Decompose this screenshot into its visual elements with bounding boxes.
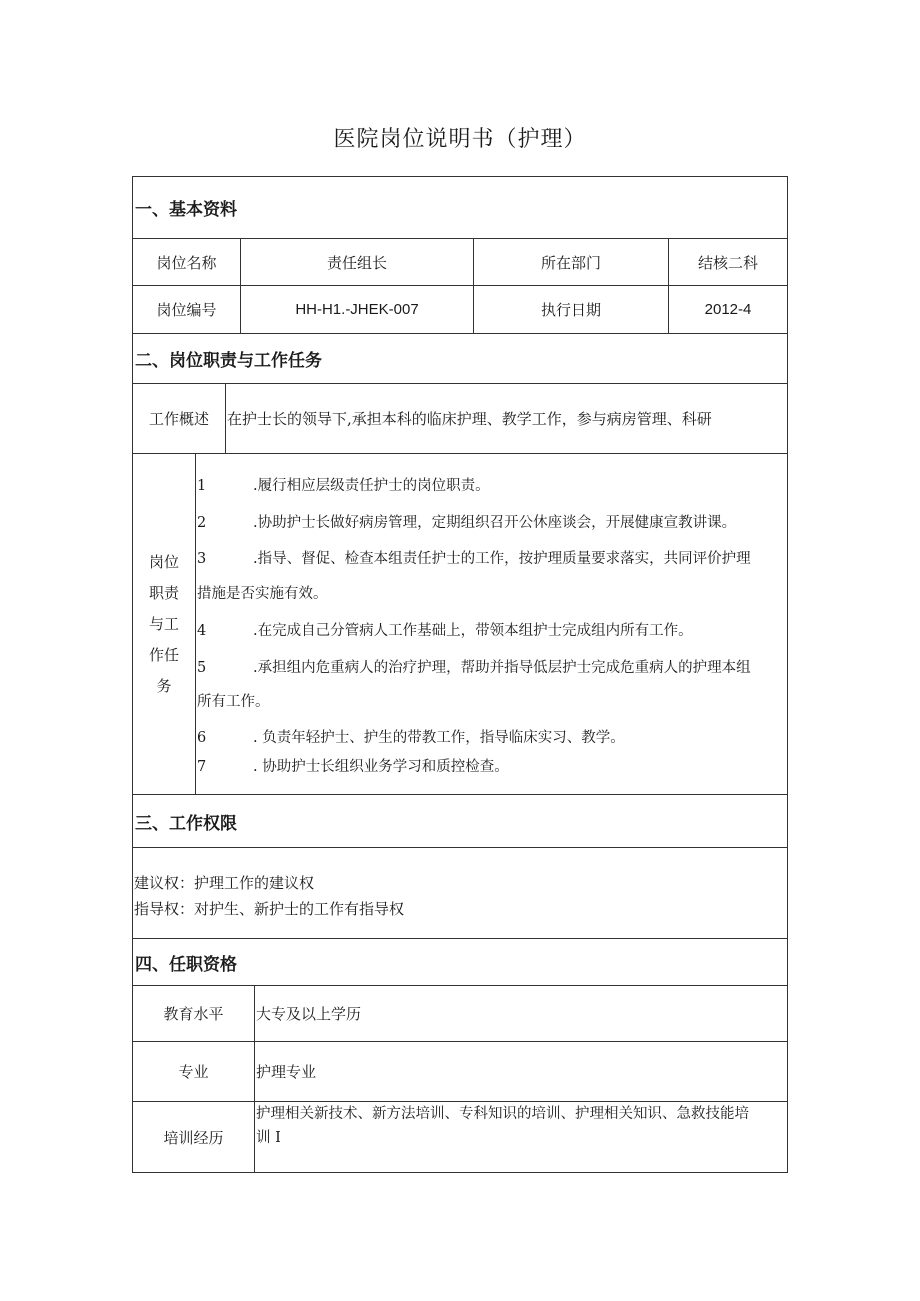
duties-label-line: 与工: [148, 614, 179, 633]
position-name-value: 责任组长: [240, 239, 473, 285]
duty-text: . 负责年轻护士、护生的带教工作，指导临床实习、教学。: [253, 730, 625, 746]
duty-item: [197, 650, 781, 686]
duty-item: [197, 505, 781, 541]
duties-list: [195, 454, 787, 794]
section-authority-heading: 三、工作权限: [133, 794, 787, 847]
effective-date-value: 2012-4: [668, 286, 787, 333]
authority-line: 指导权：对护生、新护士的工作有指导权: [134, 900, 405, 918]
duty-number: 2: [197, 515, 207, 531]
duty-item: [197, 749, 781, 785]
position-code-label: 岗位编号: [156, 301, 217, 319]
section-qualifications-heading: 四、任职资格: [133, 938, 787, 985]
duties-label-line: 岗位: [148, 552, 179, 571]
duty-number: 6: [197, 730, 207, 746]
duty-text: .履行相应层级责任护士的岗位职责。: [253, 478, 490, 494]
duty-text: .协助护士长做好病房管理，定期组织召开公休座谈会，开展健康宣教讲课。: [253, 515, 737, 531]
duties-label-line: 职责: [148, 583, 179, 602]
duty-item: [197, 541, 781, 577]
duty-number: 7: [197, 759, 207, 775]
education-label: 教育水平: [163, 1005, 224, 1023]
major-value: 护理专业: [254, 1042, 787, 1101]
training-value: [254, 1102, 787, 1172]
authority-row: [133, 847, 787, 938]
basic-info-row-1: [133, 238, 787, 285]
training-text-continuation: 训 I: [256, 1130, 281, 1146]
page-title: 医院岗位说明书（护理）: [333, 127, 587, 152]
education-value: 大专及以上学历: [254, 986, 787, 1041]
section-duties-heading: 二、岗位职责与工作任务: [133, 333, 787, 383]
work-overview-row: [133, 383, 787, 453]
effective-date-label: 执行日期: [473, 286, 668, 333]
work-overview-text: 在护士长的领导下,承担本科的临床护理、教学工作，参与病房管理、科研: [225, 384, 787, 453]
duty-number: 3: [197, 551, 207, 567]
job-description-table: [132, 176, 788, 1173]
duty-text: . 协助护士长组织业务学习和质控检查。: [253, 759, 509, 775]
duty-number: 1: [197, 478, 207, 494]
position-code-value: HH-H1.-JHEK-007: [240, 286, 473, 333]
duties-label-line: 作任: [148, 645, 179, 664]
duty-number: 4: [197, 623, 207, 639]
basic-info-row-2: [133, 285, 787, 333]
duty-item-continuation: 所有工作。: [197, 694, 270, 710]
department-value: 结核二科: [668, 239, 787, 285]
work-overview-label: 工作概述: [148, 410, 209, 428]
duties-row: [133, 453, 787, 794]
qualification-row: [133, 985, 787, 1041]
duty-item: [197, 468, 781, 504]
duty-item: [197, 613, 781, 649]
duties-label-line: 务: [156, 676, 172, 695]
qualification-row: [133, 1041, 787, 1101]
major-label: 专业: [178, 1063, 209, 1081]
authority-line: 建议权：护理工作的建议权: [134, 874, 315, 892]
section-basic-info-heading: 一、基本资料: [135, 200, 237, 220]
duty-text: .在完成自己分管病人工作基础上，带领本组护士完成组内所有工作。: [253, 623, 693, 639]
duty-item-continuation: 措施是否实施有效。: [197, 586, 328, 602]
duty-number: 5: [197, 660, 207, 676]
department-label: 所在部门: [473, 239, 668, 285]
duties-label: [133, 454, 195, 794]
training-text: 护理相关新技术、新方法培训、专科知识的培训、护理相关知识、急救技能培: [256, 1106, 749, 1122]
training-label: 培训经历: [163, 1128, 224, 1147]
qualification-row: [133, 1101, 787, 1172]
duty-text: .承担组内危重病人的治疗护理，帮助并指导低层护士完成危重病人的护理本组: [253, 660, 751, 676]
position-name-label: 岗位名称: [156, 253, 217, 272]
duty-text: .指导、督促、检查本组责任护士的工作，按护理质量要求落实，共同评价护理: [253, 551, 751, 567]
